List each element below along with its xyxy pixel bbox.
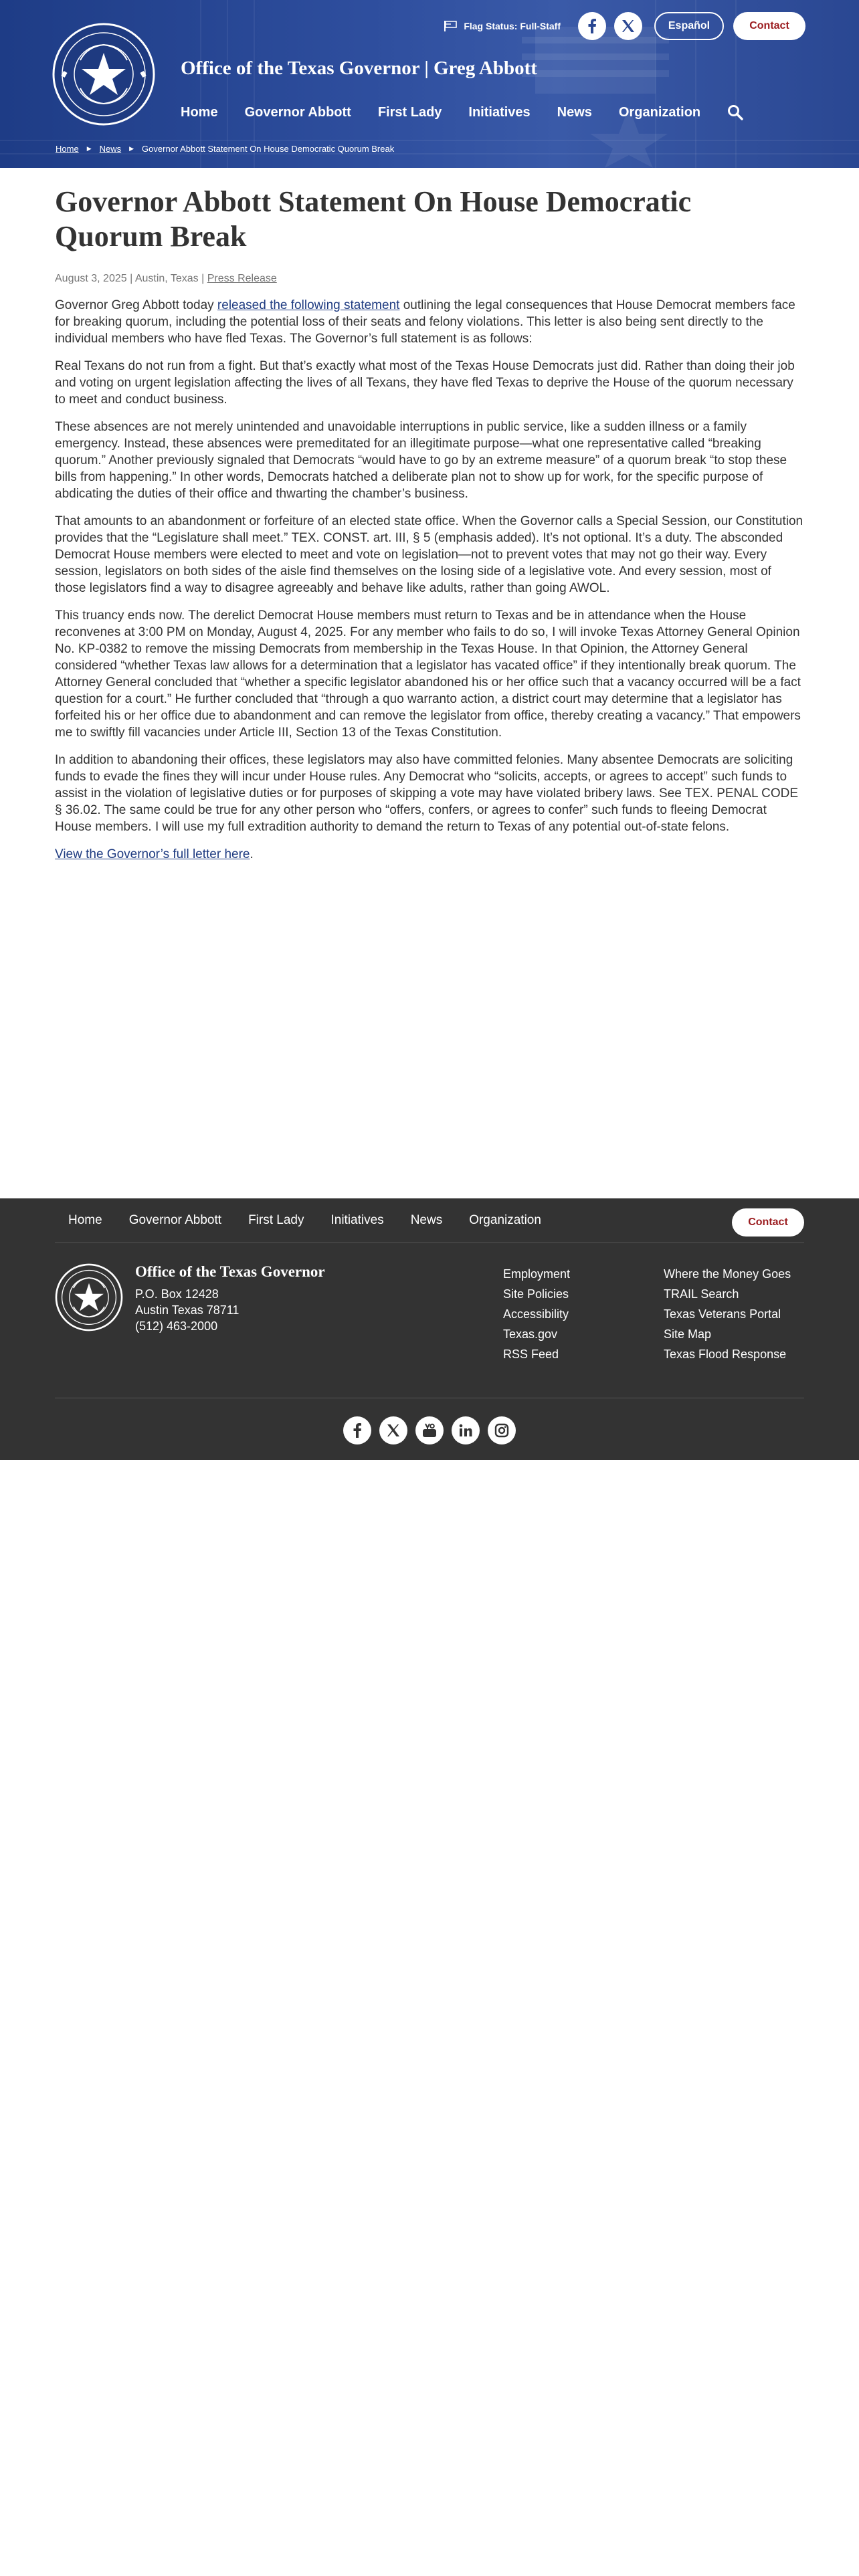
footer-links-col2	[664, 1264, 791, 1364]
footer-instagram-link[interactable]	[488, 1416, 516, 1444]
full-letter-link[interactable]: View the Governor’s full letter here	[55, 847, 250, 861]
intro-text-before: Governor Greg Abbott today	[55, 298, 217, 312]
seal-icon	[55, 1263, 123, 1331]
footer-facebook-link[interactable]	[343, 1416, 371, 1444]
search-icon	[727, 104, 743, 120]
search-button[interactable]	[727, 104, 743, 120]
seal-icon	[52, 23, 155, 126]
page-title: Governor Abbott Statement On House Democratic Quorum Break	[55, 185, 692, 253]
footer-org-info	[135, 1263, 325, 1334]
x-link[interactable]	[614, 12, 642, 40]
x-icon	[622, 19, 635, 33]
footer-link-texas-flood-response[interactable]: Texas Flood Response	[664, 1348, 787, 1361]
flag-status-label: Flag Status: Full-Staff	[464, 21, 561, 31]
footer-youtube-link[interactable]	[415, 1416, 444, 1444]
full-letter-suffix: .	[250, 847, 254, 861]
nav-news[interactable]: News	[557, 104, 592, 120]
nav-home[interactable]: Home	[181, 104, 218, 120]
main-nav	[181, 104, 743, 120]
article-paragraph: These absences are not merely unintended and unavoidable interruptions in public service, like a sudden illness or a family emergency. Instead, these absences were premeditated for an illegitimate purpose—what one representative called “breaking quorum.” Another previously signaled that Democrats “would have to go by an extreme measure” of a quorum break “to stop these bills from happening.” In other words, Democrats hatched a deliberate plan not to show up for work, for the specific purpose of abdicating the duties of their office and thwarting the chamber’s business.	[55, 420, 787, 501]
article-date: August 3, 2025	[55, 273, 127, 284]
flag-status[interactable]	[444, 20, 561, 32]
footer-address-line1: P.O. Box 12428	[135, 1287, 219, 1301]
youtube-icon	[422, 1423, 437, 1438]
breadcrumb-current: Governor Abbott Statement On House Democratic Quorum Break	[142, 144, 395, 154]
article-paragraph: This truancy ends now. The derelict Democrat House members must return to Texas and be in attendance when the House reconvenes at 3:00 PM on Monday, August 4, 2025. For any member who fails to do so, I will invoke Texas Attorney General Opinion No. KP-0382 to remove the missing Democrats from membership in the Texas House. In that Opinion, the Attorney General considered “whether Texas law allows for a determination that a legislator has vacated office” if they intentionally break quorum. The Attorney General concluded that “whether a specific legislator abandoned his or her office such that a vacancy occurred will be a fact question for a court.” He further concluded that “through a quo warranto action, a district court may determine that a legislator has forfeited his or her office due to abandonment and can remove the legislator from office, thereby creating a vacancy.” That empowers me to swiftly fill vacancies under Article III, Section 13 of the Texas Constitution.	[55, 609, 801, 740]
contact-button[interactable]: Contact	[733, 12, 805, 40]
facebook-icon	[587, 19, 597, 33]
chevron-right-icon: ▶	[129, 145, 134, 152]
intro-text-after: outlining the legal consequences that House Democrat members face for breaking quorum, including the potential loss of their seats and felony violations. This letter is also being sent directly to the individual members who have fled Texas. The Governor’s full statement is as follows:	[55, 298, 795, 346]
footer-link-accessibility[interactable]: Accessibility	[503, 1307, 569, 1321]
espanol-button[interactable]: Español	[654, 12, 724, 40]
footer-link-trail-search[interactable]: TRAIL Search	[664, 1287, 739, 1301]
nav-governor-abbott[interactable]: Governor Abbott	[244, 104, 351, 120]
footer-linkedin-link[interactable]	[452, 1416, 480, 1444]
footer-seal-logo	[55, 1263, 123, 1331]
footer-nav-news[interactable]: News	[410, 1213, 443, 1227]
governor-seal-logo[interactable]	[52, 23, 155, 126]
footer-link-rss-feed[interactable]: RSS Feed	[503, 1348, 559, 1361]
article-paragraph: Real Texans do not run from a fight. But that’s exactly what most of the Texas House Democrats just did. Rather than doing their job and voting on urgent legislation affecting the lives of all Texans, they have fled Texas to deprive the House of the quorum necessary to meet and conduct business.	[55, 359, 795, 407]
facebook-icon	[353, 1423, 362, 1438]
footer-nav-first-lady[interactable]: First Lady	[248, 1213, 304, 1227]
utility-bar	[444, 11, 805, 41]
footer-link-texas-veterans-portal[interactable]: Texas Veterans Portal	[664, 1307, 781, 1321]
nav-first-lady[interactable]: First Lady	[377, 104, 442, 120]
footer-link-site-map[interactable]: Site Map	[664, 1327, 712, 1341]
full-letter-line	[55, 846, 804, 863]
article-location: Austin, Texas	[134, 273, 199, 284]
article-paragraph: In addition to abandoning their offices, these legislators may also have committed felonies. Many absentee Democrats are soliciting funds to evade the fines they will incur under House rules. Any Democrat who “solicits, accepts, or agrees to accept” such funds to assist in the violation of legislative duties or for purposes of skipping a vote may have violated bribery laws. See TEX. PENAL CODE § 36.02. The same could be true for any other person who “offers, confers, or agrees to confer” such funds to fleeing Democrat House members. I will use my full extradition authority to demand the return to Texas of any potential out-of-state felons.	[55, 753, 798, 834]
footer-link-employment[interactable]: Employment	[503, 1267, 571, 1281]
footer-nav-governor-abbott[interactable]: Governor Abbott	[128, 1213, 222, 1227]
site-header	[0, 0, 859, 168]
chevron-right-icon: ▶	[86, 145, 92, 152]
flag-icon	[444, 20, 458, 32]
article-paragraph: That amounts to an abandonment or forfeiture of an elected state office. When the Governor calls a Special Session, our Constitution provides that the “Legislature shall meet.” TEX. CONST. art. III, § 5 (emphasis added). It’s not optional. It’s a duty. The absconded Democrat House members were elected to meet and vote on legislation—not to prevent votes that may not go their way. Every session, legislators on both sides of the aisle find themselves on the losing side of a legislative vote. And every session, most of those legislators find a way to disagree agreeably and behave like adults, rather than going AWOL.	[55, 514, 803, 595]
nav-organization[interactable]: Organization	[618, 104, 701, 120]
breadcrumb	[56, 144, 394, 154]
released-statement-link[interactable]: released the following statement	[217, 298, 400, 312]
breadcrumb-home[interactable]: Home	[56, 144, 79, 154]
footer-nav-home[interactable]: Home	[68, 1213, 102, 1227]
footer-nav-organization[interactable]: Organization	[469, 1213, 541, 1227]
site-title[interactable]: Office of the Texas Governor | Greg Abbott	[181, 58, 537, 79]
linkedin-icon	[459, 1424, 472, 1437]
footer-links-col1	[503, 1264, 570, 1364]
footer-link-where-the-money-goes[interactable]: Where the Money Goes	[664, 1267, 791, 1281]
site-footer	[0, 1198, 859, 1460]
footer-social-row	[0, 1416, 859, 1444]
footer-org-name: Office of the Texas Governor	[135, 1263, 325, 1280]
footer-contact-button[interactable]: Contact	[732, 1208, 804, 1237]
instagram-icon	[494, 1423, 509, 1438]
breadcrumb-news[interactable]: News	[99, 144, 122, 154]
footer-address-line2: Austin Texas 78711	[135, 1303, 240, 1317]
x-icon	[387, 1424, 400, 1437]
footer-nav-initiatives[interactable]: Initiatives	[330, 1213, 384, 1227]
footer-link-site-policies[interactable]: Site Policies	[503, 1287, 569, 1301]
footer-nav	[55, 1198, 555, 1243]
article-intro	[55, 297, 804, 347]
article	[55, 185, 804, 873]
footer-x-link[interactable]	[379, 1416, 407, 1444]
footer-phone: (512) 463-2000	[135, 1319, 218, 1333]
facebook-link[interactable]	[578, 12, 606, 40]
article-meta: August 3, 2025 | Austin, Texas | Press Release	[55, 273, 277, 284]
nav-initiatives[interactable]: Initiatives	[468, 104, 531, 120]
article-category-link[interactable]: Press Release	[207, 273, 277, 284]
footer-link-texas-gov[interactable]: Texas.gov	[503, 1327, 558, 1341]
